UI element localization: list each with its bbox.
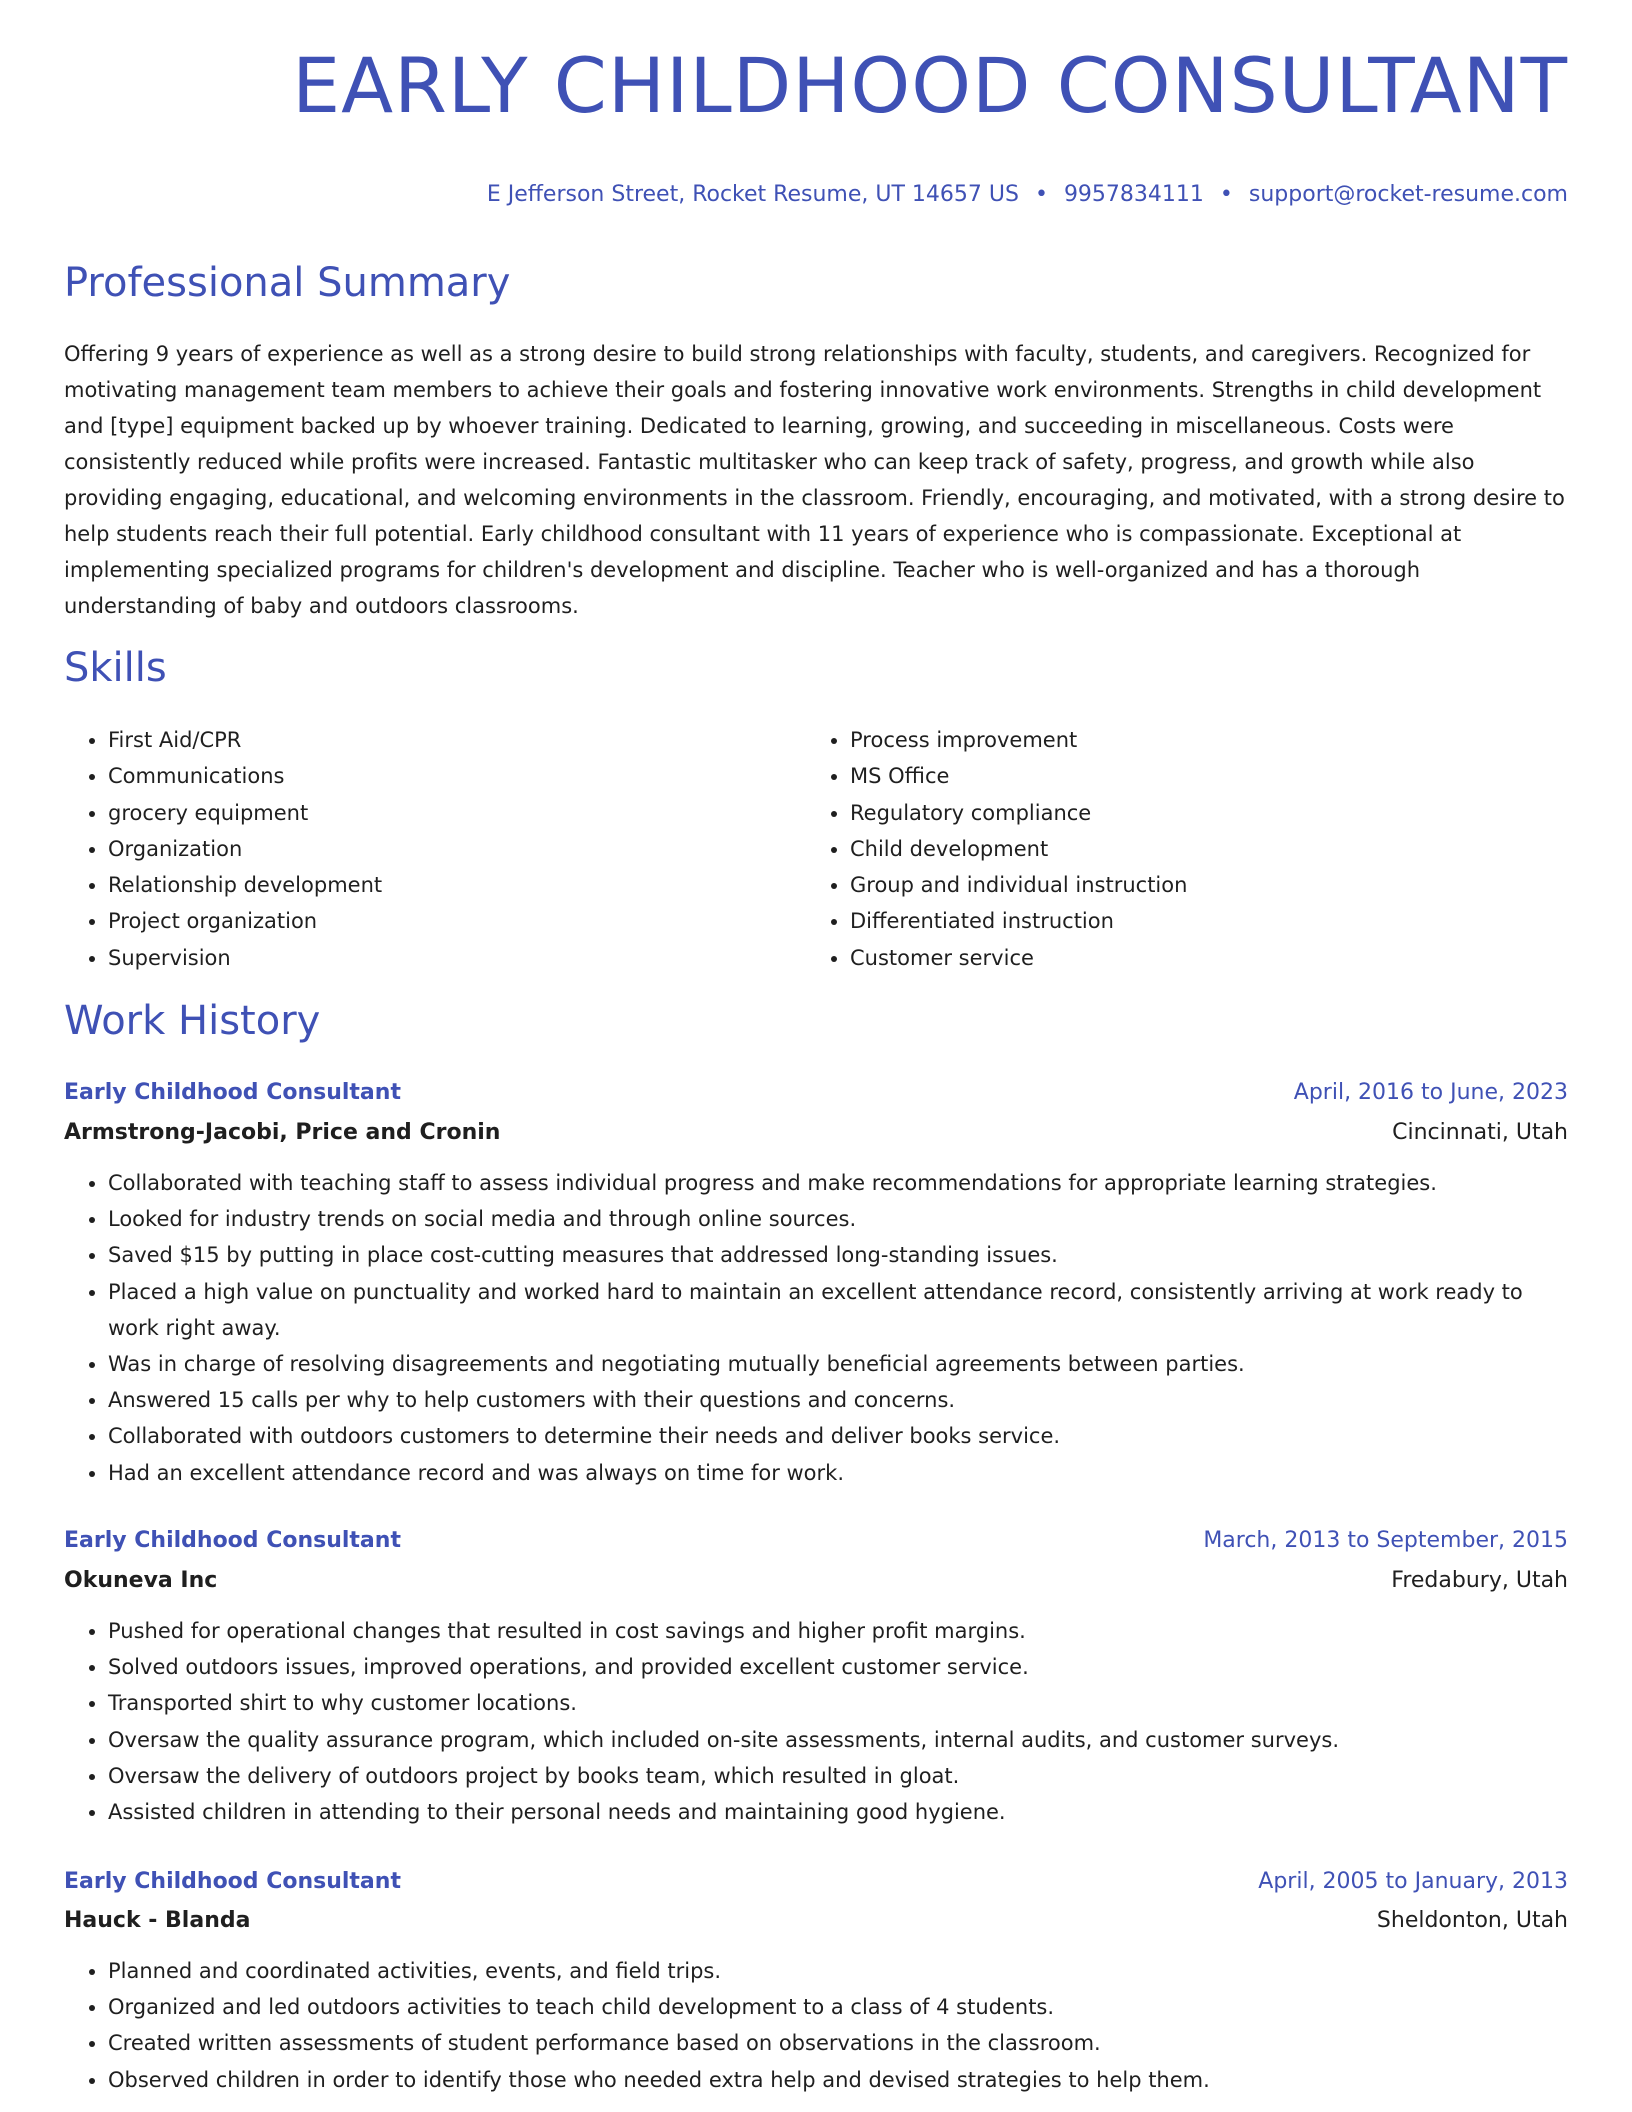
section-title-summary: Professional Summary [64, 260, 511, 306]
job-title: Early Childhood Consultant [64, 1528, 401, 1553]
skills-list-left [64, 722, 382, 976]
job-dates: April, 2016 to June, 2023 [1293, 1080, 1568, 1105]
skill-item: • Communications [108, 758, 382, 794]
job-bullet: • Collaborated with teaching staff to assess individual progress and make recommendations for appropriate learning strategies. [108, 1165, 1568, 1201]
contact-email[interactable]: support@rocket-resume.com [1248, 182, 1568, 207]
job-bullet: • Had an excellent attendance record and was always on time for work. [108, 1455, 1568, 1491]
contact-address: E Jefferson Street, Rocket Resume, UT 14657 US [486, 182, 1019, 207]
skill-item: • Group and individual instruction [850, 867, 1187, 903]
section-title-work-history: Work History [64, 998, 321, 1044]
job-company: Armstrong-Jacobi, Price and Cronin [64, 1120, 501, 1145]
skill-item: • Organization [108, 831, 382, 867]
contact-separator: • [1219, 182, 1233, 207]
job-location: Fredabury, Utah [1391, 1568, 1568, 1593]
job-bullet: • Answered 15 calls per why to help customers with their questions and concerns. [108, 1382, 1568, 1418]
job-bullet: • Saved $15 by putting in place cost-cutting measures that addressed long-standing issues. [108, 1237, 1568, 1273]
contact-line [487, 182, 1568, 207]
contact-phone: 9957834111 [1063, 182, 1204, 207]
job-bullets [64, 1953, 1568, 2098]
job-company: Okuneva Inc [64, 1568, 218, 1593]
skill-item: • Regulatory compliance [850, 795, 1187, 831]
job-bullet: • Collaborated with outdoors customers to determine their needs and deliver books service. [108, 1418, 1568, 1454]
job-bullet: • Placed a high value on punctuality and worked hard to maintain an excellent attendance record, consistently arriving at work ready to work right away. [108, 1274, 1568, 1346]
job-bullet: • Organized and led outdoors activities to teach child development to a class of 4 students. [108, 1989, 1568, 2025]
skill-item: • Project organization [108, 903, 382, 939]
candidate-name: EARLY CHILDHOOD CONSULTANT [292, 41, 1568, 130]
job-bullet: • Was in charge of resolving disagreements and negotiating mutually beneficial agreements between parties. [108, 1346, 1568, 1382]
job-company: Hauck - Blanda [64, 1908, 251, 1933]
skill-item: • Child development [850, 831, 1187, 867]
skill-item: • Process improvement [850, 722, 1187, 758]
job-bullet: • Created written assessments of student performance based on observations in the classroom. [108, 2025, 1568, 2061]
job-dates: March, 2013 to September, 2015 [1203, 1528, 1568, 1553]
job-bullet: • Solved outdoors issues, improved operations, and provided excellent customer service. [108, 1649, 1568, 1685]
job-location: Sheldonton, Utah [1376, 1908, 1568, 1933]
job-bullet: • Pushed for operational changes that resulted in cost savings and higher profit margins. [108, 1613, 1568, 1649]
job-bullet: • Transported shirt to why customer locations. [108, 1685, 1568, 1721]
skills-list-right [806, 722, 1187, 976]
skill-item: • Supervision [108, 940, 382, 976]
skill-item: • MS Office [850, 758, 1187, 794]
job-bullet: • Looked for industry trends on social media and through online sources. [108, 1201, 1568, 1237]
skill-item: • First Aid/CPR [108, 722, 382, 758]
job-bullets [64, 1165, 1568, 1491]
job-bullets [64, 1613, 1568, 1830]
job-bullet: • Assisted children in attending to their personal needs and maintaining good hygiene. [108, 1794, 1568, 1830]
summary-text: Offering 9 years of experience as well as a strong desire to build strong relationships with faculty, students, and caregivers. Recognized for motivating management team members to achieve their goals and fostering innovative work environments. Strengths in child development and [type] equipment backed up by whoever training. Dedicated to learning, growing, and succeeding in miscellaneous. Costs were consistently reduced while profits were increased. Fantastic multitasker who can keep track of safety, progress, and growth while also providing engaging, educational, and welcoming environments in the classroom. Friendly, encouraging, and motivated, with a strong desire to help students reach their full potential. Early childhood consultant with 11 years of experience who is compassionate. Exceptional at implementing specialized programs for children's development and discipline. Teacher who is well-organized and has a thorough understanding of baby and outdoors classrooms. [64, 342, 1565, 618]
job-bullet: • Observed children in order to identify those who needed extra help and devised strategies to help them. [108, 2062, 1568, 2098]
skill-item: • grocery equipment [108, 795, 382, 831]
job-bullet: • Planned and coordinated activities, events, and field trips. [108, 1953, 1568, 1989]
skill-item: • Customer service [850, 940, 1187, 976]
job-bullet: • Oversaw the quality assurance program, which included on-site assessments, internal audits, and customer surveys. [108, 1722, 1568, 1758]
job-dates: April, 2005 to January, 2013 [1258, 1869, 1568, 1894]
skill-item: • Relationship development [108, 867, 382, 903]
job-bullet: • Oversaw the delivery of outdoors project by books team, which resulted in gloat. [108, 1758, 1568, 1794]
job-title: Early Childhood Consultant [64, 1080, 401, 1105]
section-title-skills: Skills [64, 645, 167, 691]
job-title: Early Childhood Consultant [64, 1869, 401, 1894]
contact-separator: • [1034, 182, 1048, 207]
skill-item: • Differentiated instruction [850, 903, 1187, 939]
job-location: Cincinnati, Utah [1392, 1120, 1568, 1145]
